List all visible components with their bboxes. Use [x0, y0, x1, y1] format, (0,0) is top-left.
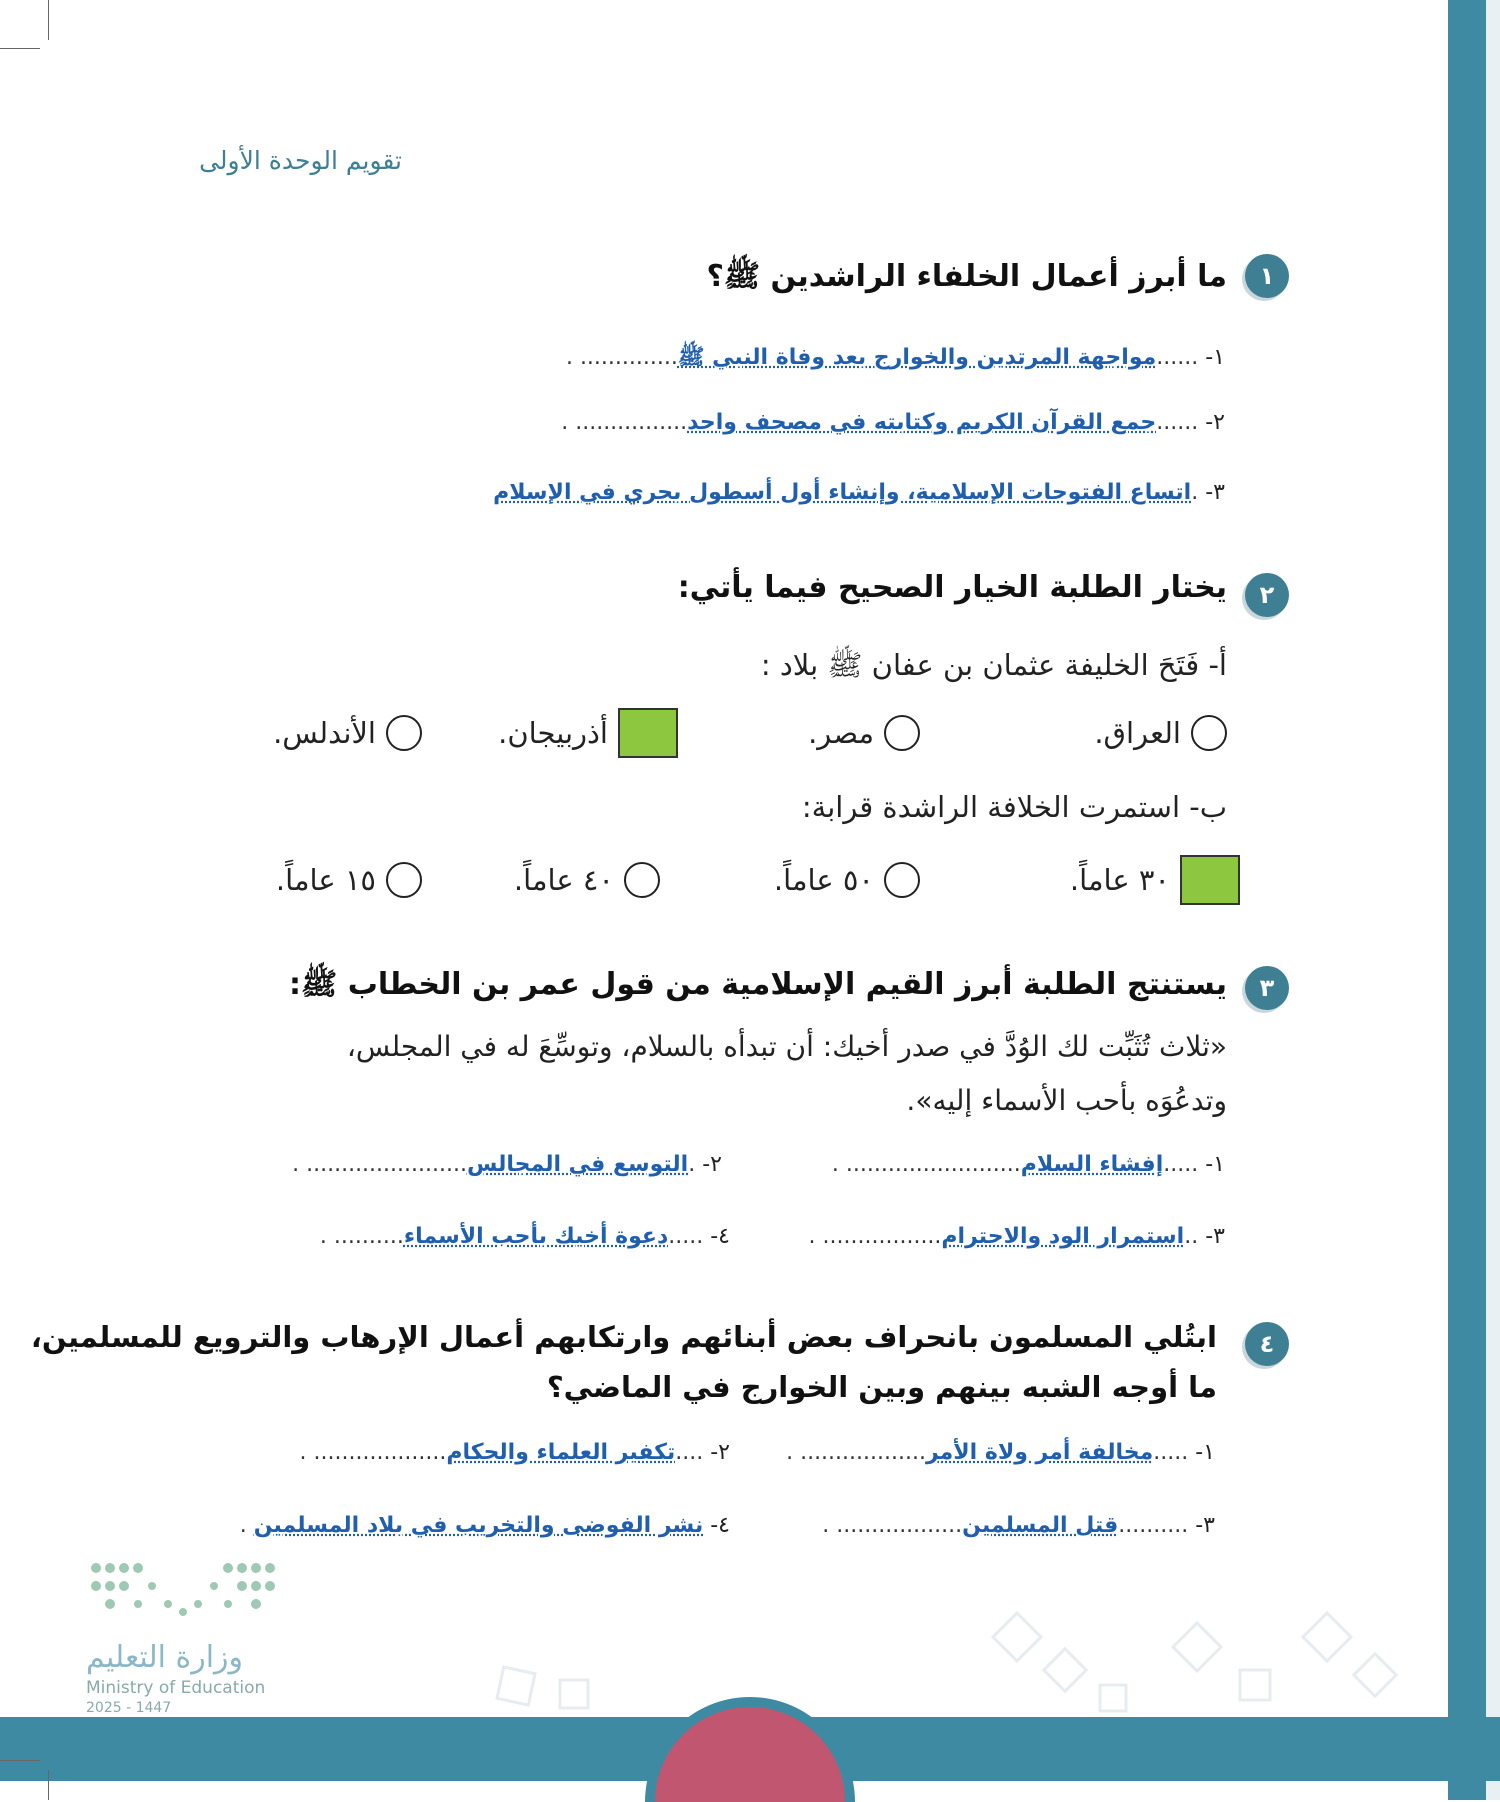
answer-number: ١-: [1195, 1440, 1215, 1465]
q1-answer-1: [566, 343, 1225, 375]
q3-answer-3: [809, 1224, 1225, 1249]
q2a-option-2[interactable]: [808, 715, 920, 751]
option-label: ٣٠ عاماً.: [1069, 863, 1170, 897]
answer-lead-dots: .: [688, 1152, 696, 1177]
ministry-year: 2025 - 1447: [86, 1700, 172, 1716]
answer-trail-dots: .......... .: [319, 1224, 404, 1249]
q4-answer-1: [786, 1440, 1215, 1465]
right-margin-band: [1448, 0, 1486, 1800]
answer-trail-dots: ......................... .: [831, 1152, 1021, 1177]
answer-lead-dots: .....: [668, 1224, 704, 1249]
answer-trail-dots: ................. .: [808, 1224, 942, 1249]
q2b-option-1-selected[interactable]: [1070, 855, 1240, 905]
answer-number: ٤-: [710, 1513, 730, 1538]
ministry-logo-icon: [88, 1560, 278, 1620]
question-number: ٣: [1245, 966, 1289, 1010]
answer-lead-dots: ......: [1156, 345, 1199, 370]
answer-number: ٣-: [1195, 1513, 1215, 1538]
answer-trail-dots: .................. .: [786, 1440, 926, 1465]
answer-number: ٢-: [1205, 410, 1225, 435]
answer-trail-dots: .............. .: [565, 345, 678, 370]
unit-title: تقويم الوحدة الأولى: [199, 146, 402, 175]
q4-answer-2: [300, 1440, 730, 1465]
right-margin-edge: [1486, 0, 1500, 1800]
page-number: ٢٩: [726, 1660, 774, 1704]
ministry-name-english: Ministry of Education: [86, 1678, 266, 1698]
option-label: ٥٠ عاماً.: [773, 863, 874, 897]
radio-circle[interactable]: [884, 715, 920, 751]
answer-trail-dots: .: [239, 1513, 254, 1538]
option-label: العراق.: [1094, 716, 1181, 750]
question-number: ٢: [1245, 573, 1289, 617]
selected-answer-box[interactable]: [1180, 855, 1240, 905]
q2b-option-4[interactable]: [276, 862, 422, 898]
option-label: الأندلس.: [273, 716, 376, 750]
q2b-option-3[interactable]: [514, 862, 660, 898]
answer-lead-dots: .: [1191, 480, 1199, 505]
answer-text: مواجهة المرتدين والخوارج بعد وفاة النبي ﷺ: [677, 345, 1157, 370]
selected-answer-box[interactable]: [618, 708, 678, 758]
crop-mark: [48, 0, 49, 40]
crop-mark: [48, 1770, 49, 1800]
option-label: ١٥ عاماً.: [275, 863, 376, 897]
radio-circle[interactable]: [624, 862, 660, 898]
crop-mark: [0, 1760, 40, 1761]
answer-number: ١-: [1205, 1152, 1225, 1177]
q2b-option-2[interactable]: [774, 862, 920, 898]
answer-lead-dots: .....: [1153, 1440, 1189, 1465]
question-1-text: ما أبرز أعمال الخلفاء الراشدين ﷺ؟: [706, 259, 1227, 294]
answer-number: ٢-: [702, 1152, 722, 1177]
question-3-text: يستنتج الطلبة أبرز القيم الإسلامية من قول عمر بن الخطاب ﷺ:: [289, 967, 1227, 1002]
q3-answer-4: [320, 1224, 730, 1249]
question-4-text-line-2: ما أوجه الشبه بينهم وبين الخوارج في الماضي؟: [546, 1370, 1217, 1404]
crop-mark: [0, 48, 40, 49]
radio-circle[interactable]: [386, 862, 422, 898]
q2-part-a-prompt: أ- فَتَحَ الخليفة عثمان بن عفان ﷺ بلاد :: [760, 648, 1227, 682]
answer-number: ٣-: [1205, 480, 1225, 505]
radio-circle[interactable]: [386, 715, 422, 751]
answer-text: قتل المسلمين: [962, 1513, 1119, 1538]
answer-trail-dots: .................. .: [822, 1513, 963, 1538]
option-label: مصر.: [808, 716, 874, 750]
answer-lead-dots: ..........: [1118, 1513, 1189, 1538]
q2a-option-4[interactable]: [273, 715, 422, 751]
answer-number: ٣-: [1205, 1224, 1225, 1249]
answer-number: ١-: [1205, 345, 1225, 370]
decorative-pattern: [480, 1600, 1440, 1718]
question-4-text-line-1: ابتُلي المسلمون بانحراف بعض أبنائهم وارتكابهم أعمال الإرهاب والترويع للمسلمين،: [30, 1320, 1217, 1354]
q3-answer-2: [292, 1152, 722, 1177]
quote-line-1: «ثلاث تُثَبِّت لك الوُدَّ في صدر أخيك: أن تبدأه بالسلام، وتوسِّعَ له في المجلس،: [346, 1030, 1227, 1063]
answer-lead-dots: ..: [1184, 1224, 1199, 1249]
answer-trail-dots: ....................... .: [292, 1152, 467, 1177]
q1-answer-3: [493, 480, 1225, 505]
q2-part-b-prompt: ب- استمرت الخلافة الراشدة قرابة:: [801, 790, 1227, 824]
answer-text: تكفير العلماء والحكام: [446, 1440, 676, 1465]
answer-text: دعوة أخيك بأحب الأسماء: [403, 1224, 669, 1249]
page-number-badge: [645, 1632, 855, 1802]
answer-text: استمرار الود والاحترام: [941, 1224, 1185, 1249]
answer-number: ٤-: [710, 1224, 730, 1249]
answer-text: مخالفة أمر ولاة الأمر: [925, 1440, 1154, 1465]
answer-trail-dots: ................ .: [561, 410, 688, 435]
answer-lead-dots: ....: [675, 1440, 704, 1465]
answer-lead-dots: ......: [1156, 410, 1199, 435]
radio-circle[interactable]: [1191, 715, 1227, 751]
q1-answer-2: [561, 410, 1225, 435]
q2a-option-1[interactable]: [1094, 715, 1227, 751]
question-number: ٤: [1245, 1322, 1289, 1366]
answer-text: إفشاء السلام: [1020, 1152, 1164, 1177]
q2a-option-3-selected[interactable]: [498, 708, 678, 758]
answer-text: نشر الفوضى والتخريب في بلاد المسلمين: [253, 1513, 704, 1538]
radio-circle[interactable]: [884, 862, 920, 898]
ministry-name-arabic: وزارة التعليم: [86, 1640, 244, 1675]
answer-text: جمع القرآن الكريم وكتابته في مصحف واحد: [687, 410, 1157, 435]
answer-text: اتساع الفتوحات الإسلامية، وإنشاء أول أسطول بحري في الإسلام: [493, 480, 1192, 505]
quote-line-2: وتدعُوَه بأحب الأسماء إليه».: [906, 1084, 1227, 1117]
q4-answer-4: [240, 1513, 730, 1538]
q3-answer-1: [832, 1152, 1225, 1177]
option-label: ٤٠ عاماً.: [513, 863, 614, 897]
q4-answer-3: [822, 1513, 1215, 1538]
question-number: ١: [1245, 254, 1289, 298]
answer-number: ٢-: [710, 1440, 730, 1465]
question-2-text: يختار الطلبة الخيار الصحيح فيما يأتي:: [677, 570, 1227, 605]
answer-lead-dots: .....: [1163, 1152, 1199, 1177]
option-label: أذربيجان.: [498, 716, 608, 750]
answer-text: التوسع في المجالس: [466, 1152, 689, 1177]
answer-trail-dots: ................... .: [299, 1440, 447, 1465]
